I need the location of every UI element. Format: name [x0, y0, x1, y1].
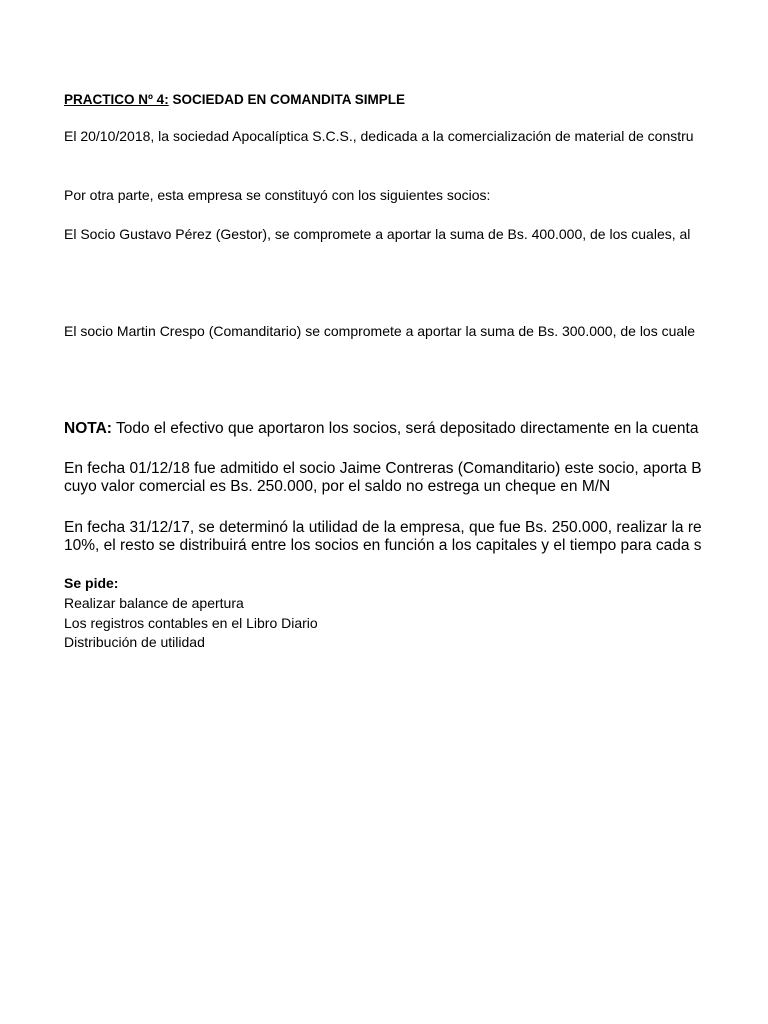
intro-paragraph: El 20/10/2018, la sociedad Apocalíptica S.C.S., dedicada a la comercialización de material de constru	[64, 128, 694, 144]
note-text: Todo el efectivo que aportaron los socios, será depositado directamente en la cuenta	[111, 420, 699, 437]
practice-number: PRACTICO Nº 4:	[64, 92, 169, 107]
partner2-paragraph: El socio Martin Crespo (Comanditario) se compromete a aportar la suma de Bs. 300.000, de los cuale	[64, 323, 696, 339]
requirement-item: Distribución de utilidad	[64, 634, 205, 650]
profit-line: 10%, el resto se distribuirá entre los socios en función a los capitales y el tiempo para cada s	[64, 537, 702, 554]
partners-intro: Por otra parte, esta empresa se constituyó con los siguientes socios:	[64, 187, 491, 203]
partner1-paragraph: El Socio Gustavo Pérez (Gestor), se compromete a aportar la suma de Bs. 400.000, de los cuales, al	[64, 226, 691, 242]
requirement-item: Realizar balance de apertura	[64, 595, 244, 611]
admission-line: En fecha 01/12/18 fue admitido el socio Jaime Contreras (Comanditario) este socio, aporta B	[64, 460, 702, 477]
document-title	[64, 90, 768, 109]
requirements-label: Se pide:	[64, 575, 119, 591]
requirement-item: Los registros contables en el Libro Diario	[64, 615, 318, 631]
practice-name: SOCIEDAD EN COMANDITA SIMPLE	[172, 92, 405, 107]
admission-line: cuyo valor comercial es Bs. 250.000, por el saldo no estrega un cheque en M/N	[64, 478, 611, 495]
note-label: NOTA:	[64, 420, 112, 437]
note-paragraph	[64, 419, 768, 438]
profit-line: En fecha 31/12/17, se determinó la utilidad de la empresa, que fue Bs. 250.000, realizar la re	[64, 519, 702, 536]
